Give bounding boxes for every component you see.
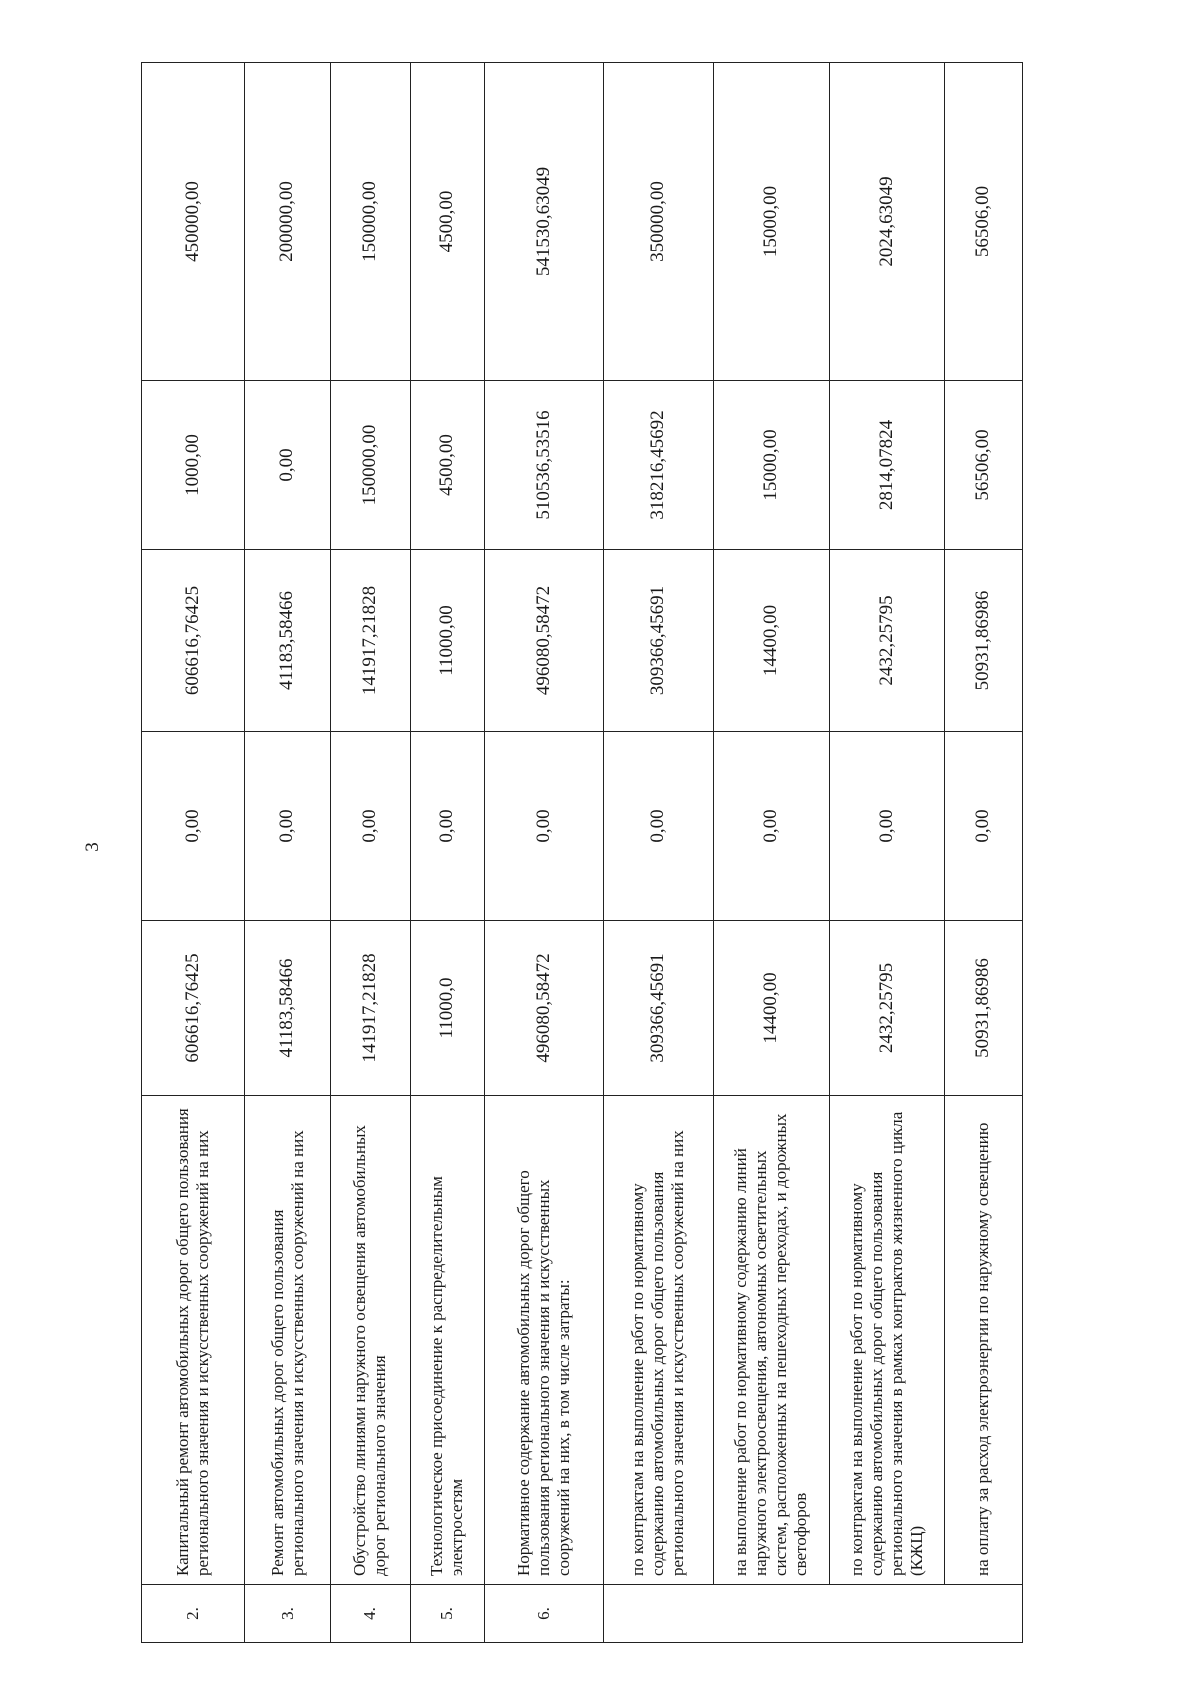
value-cell: 56506,00 <box>944 381 1022 550</box>
page-number: 3 <box>82 842 103 852</box>
value-cell: 0,00 <box>944 732 1022 921</box>
value-cell: 4500,00 <box>411 381 485 550</box>
value-cell: 11000,00 <box>411 550 485 732</box>
budget-table <box>141 62 1023 1643</box>
value-cell: 0,00 <box>713 732 829 921</box>
row-number: 2. <box>142 1585 245 1643</box>
value-cell: 50931,86986 <box>944 921 1022 1096</box>
table-row <box>944 63 1022 1643</box>
value-cell: 141917,21828 <box>330 550 410 732</box>
value-cell: 606616,76425 <box>142 921 245 1096</box>
value-cell: 2024,63049 <box>829 63 944 381</box>
row-name: Обустройство линиями наружного освещения автомобильных дорог регионального значения <box>330 1096 410 1585</box>
value-cell: 496080,58472 <box>484 921 603 1096</box>
table-row <box>829 63 944 1643</box>
table-row <box>245 63 330 1643</box>
value-cell: 0,00 <box>245 732 330 921</box>
value-cell: 450000,00 <box>142 63 245 381</box>
value-cell: 200000,00 <box>245 63 330 381</box>
value-cell: 41183,58466 <box>245 550 330 732</box>
row-name: по контрактам на выполнение работ по нормативному содержанию автомобильных дорог общего пользования регионального значения и искусственных сооружений на них <box>604 1096 714 1585</box>
table-row <box>411 63 485 1643</box>
row-number: 6. <box>484 1585 603 1643</box>
row-name: на выполнение работ по нормативному содержанию линий наружного электроосвещения, автономных осветительных систем, расположенных на пешеходных переходах, и дорожных светофоров <box>713 1096 829 1585</box>
value-cell: 4500,00 <box>411 63 485 381</box>
value-cell: 0,00 <box>245 381 330 550</box>
row-name: Капитальный ремонт автомобильных дорог общего пользования регионального значения и искусственных сооружений на них <box>142 1096 245 1585</box>
value-cell: 56506,00 <box>944 63 1022 381</box>
table-row <box>330 63 410 1643</box>
value-cell: 0,00 <box>604 732 714 921</box>
table-row <box>713 63 829 1643</box>
value-cell: 50931,86986 <box>944 550 1022 732</box>
value-cell: 15000,00 <box>713 381 829 550</box>
value-cell: 0,00 <box>142 732 245 921</box>
value-cell: 350000,00 <box>604 63 714 381</box>
value-cell: 0,00 <box>411 732 485 921</box>
value-cell: 0,00 <box>829 732 944 921</box>
value-cell: 541530,63049 <box>484 63 603 381</box>
value-cell: 2432,25795 <box>829 550 944 732</box>
table-row <box>142 63 245 1643</box>
table-row <box>604 63 714 1643</box>
row-name: Технологическое присоединение к распределительным электросетям <box>411 1096 485 1585</box>
row-number: 4. <box>330 1585 410 1643</box>
value-cell: 2432,25795 <box>829 921 944 1096</box>
value-cell: 150000,00 <box>330 381 410 550</box>
value-cell: 309366,45691 <box>604 550 714 732</box>
value-cell: 606616,76425 <box>142 550 245 732</box>
value-cell: 150000,00 <box>330 63 410 381</box>
value-cell: 510536,53516 <box>484 381 603 550</box>
row-number <box>604 1585 1023 1643</box>
value-cell: 318216,45692 <box>604 381 714 550</box>
value-cell: 2814,07824 <box>829 381 944 550</box>
row-name: Нормативное содержание автомобильных дорог общего пользования регионального значения и искусственных сооружений на них, в том числе затраты: <box>484 1096 603 1585</box>
rotated-table-container <box>141 63 1023 1643</box>
value-cell: 141917,21828 <box>330 921 410 1096</box>
value-cell: 496080,58472 <box>484 550 603 732</box>
row-name: на оплату за расход электроэнергии по наружному освещению <box>944 1096 1022 1585</box>
value-cell: 309366,45691 <box>604 921 714 1096</box>
row-name: Ремонт автомобильных дорог общего пользования регионального значения и искусственных сооружений на них <box>245 1096 330 1585</box>
value-cell: 14400,00 <box>713 921 829 1096</box>
value-cell: 1000,00 <box>142 381 245 550</box>
value-cell: 41183,58466 <box>245 921 330 1096</box>
table-row <box>484 63 603 1643</box>
value-cell: 14400,00 <box>713 550 829 732</box>
row-name: по контрактам на выполнение работ по нормативному содержанию автомобильных дорог общего пользования регионального значения в рамках контрактов жизненного цикла (КЖЦ) <box>829 1096 944 1585</box>
value-cell: 0,00 <box>484 732 603 921</box>
row-number: 3. <box>245 1585 330 1643</box>
value-cell: 15000,00 <box>713 63 829 381</box>
value-cell: 0,00 <box>330 732 410 921</box>
value-cell: 11000,0 <box>411 921 485 1096</box>
row-number: 5. <box>411 1585 485 1643</box>
